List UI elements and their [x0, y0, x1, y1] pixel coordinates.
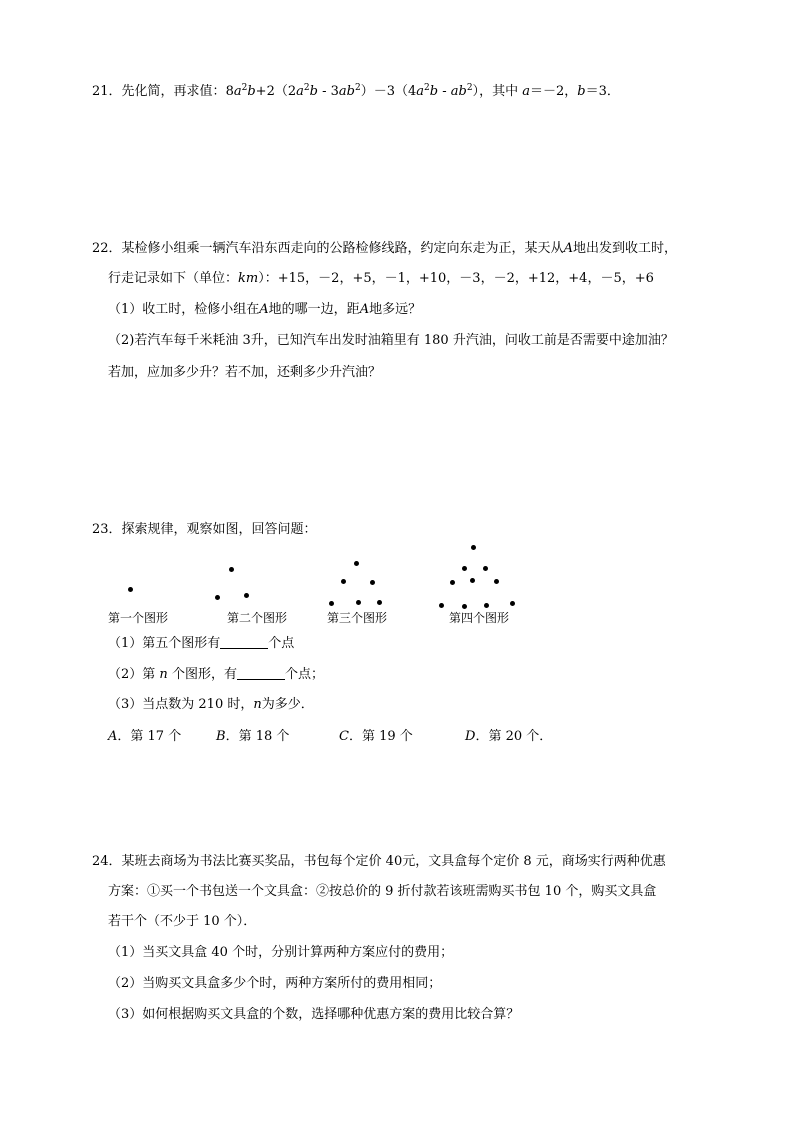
- figure4-dot: [471, 545, 476, 550]
- q23-n: n: [159, 667, 168, 682]
- q24-text-1: 某班去商场为书法比赛买奖品，书包每个定价 40元，文具盒每个定价 8 元，商场实行两种优惠: [121, 854, 666, 869]
- q23-part2c: 个点；: [284, 667, 324, 682]
- q22-part2: （2)若汽车每千米耗油 3升，已知汽车出发时油箱里有 180 升汽油，问收工前是否需要中途加油？: [108, 333, 674, 348]
- choice-letter: C: [339, 729, 349, 744]
- figure4-dot: [462, 604, 467, 609]
- figure2-dot: [244, 593, 249, 598]
- q23-part1a: （1）第五个图形有: [108, 636, 221, 651]
- q24-part3: （3）如何根据购买文具盒的个数，选择哪种优惠方案的费用比较合算？: [108, 1007, 520, 1022]
- choice-text: ．第 19 个: [348, 729, 413, 744]
- q23-part1: [108, 636, 294, 652]
- figure3-dot: [377, 600, 382, 605]
- figure4-dot: [439, 603, 444, 608]
- q22-line1: [92, 241, 677, 257]
- figure4-dot: [470, 578, 475, 583]
- q22-line2: [108, 271, 654, 287]
- figure2-label: 第二个图形: [227, 611, 288, 625]
- q23-line: [92, 522, 317, 538]
- q21-expression: $8a^2b+2(2a^2b - 3ab^2)-3(4a^2b - ab^2)$: [225, 83, 480, 99]
- q24-part2: （2）当购买文具盒多少个时，两种方案所付的费用相同；: [108, 976, 442, 991]
- q23-part1b: 个点: [268, 636, 295, 651]
- figure1-dot: [128, 587, 133, 592]
- q24-line1: [92, 854, 666, 870]
- figure3-dot: [356, 600, 361, 605]
- choice-c[interactable]: [339, 729, 413, 745]
- q22-record: ）：+15，－2，+5，－1，+10，－3，－2，+12，+4，－5，+6: [258, 271, 654, 286]
- figure4-dot: [510, 601, 515, 606]
- q23-part2b: 个图形，有: [171, 667, 237, 682]
- q21-b-value: ＝3．: [585, 84, 620, 99]
- q23-number: 23．: [92, 522, 122, 537]
- q23-part3b: 为多少．: [261, 697, 314, 712]
- q21-lead: 先化简，再求值：: [121, 84, 226, 99]
- choice-a[interactable]: [108, 729, 181, 745]
- choice-d[interactable]: [465, 729, 552, 745]
- q22-text-1b: 地出发到收工时，: [572, 241, 677, 256]
- choice-b[interactable]: [216, 729, 289, 745]
- q22-part1b: 地的哪一边，距: [268, 302, 360, 317]
- q21-number: 21．: [92, 84, 122, 99]
- q23-part3: [108, 697, 314, 713]
- q22-text-1a: 某检修小组乘一辆汽车沿东西走向的公路检修线路，约定向东走为正，某天从: [121, 241, 564, 256]
- figure3-dot: [370, 580, 375, 585]
- choice-letter: B: [216, 729, 226, 744]
- choice-text: ．第 17 个: [117, 729, 182, 744]
- q22-part1: [108, 302, 421, 318]
- q22-part2-cont: 若加，应加多少升？若不加，还剩多少升汽油？: [108, 365, 382, 380]
- figure2-dot: [215, 595, 220, 600]
- figure4-dot: [462, 566, 467, 571]
- q22-number: 22．: [92, 241, 122, 256]
- figure3-dot: [354, 561, 359, 566]
- choice-text: ．第 20 个．: [475, 729, 553, 744]
- q22-unit: km: [238, 271, 259, 286]
- q22-place-b: A: [259, 302, 269, 317]
- q22-place-c: A: [359, 302, 370, 317]
- q23-part2a: （2）第: [108, 667, 156, 682]
- q23-part2: [108, 667, 324, 683]
- choice-text: ．第 18 个: [225, 729, 290, 744]
- figure3-dot: [329, 601, 334, 606]
- figure4-dot: [484, 603, 489, 608]
- q23-n: n: [253, 697, 262, 712]
- answer-blank[interactable]: [237, 667, 285, 680]
- q23-part3a: （3）当点数为 210 时，: [108, 697, 254, 712]
- figure4-dot: [450, 580, 455, 585]
- choice-letter: D: [465, 729, 476, 744]
- q22-part1c: 地多远？: [369, 302, 422, 317]
- q22-place-a: A: [563, 241, 573, 256]
- figure3-label: 第三个图形: [327, 611, 388, 625]
- q24-line3: 若干个（不少于 10 个）．: [108, 914, 257, 929]
- q24-number: 24．: [92, 854, 122, 869]
- q22-text-2a: 行走记录如下（单位：: [108, 271, 239, 286]
- figure1-label: 第一个图形: [108, 611, 169, 625]
- q23-stem: 探索规律，观察如图，回答问题：: [121, 522, 317, 537]
- figure4-label: 第四个图形: [449, 611, 510, 625]
- choice-letter: A: [108, 729, 118, 744]
- figure2-dot: [229, 567, 234, 572]
- answer-blank[interactable]: [220, 636, 268, 649]
- q21-tail: ，其中: [479, 84, 519, 99]
- q24-part1: （1）当买文具盒 40 个时，分别计算两种方案应付的费用；: [108, 945, 454, 960]
- q21-line: 21．先化简，再求值：$8a^2b+2(2a^2b - 3ab^2)-3(4a^2b - ab^2)$，其中 a＝－2，b＝3．: [92, 83, 620, 99]
- q22-part1a: （1）收工时，检修小组在: [108, 302, 260, 317]
- q21-a-value: ＝－2，: [529, 84, 578, 99]
- q24-line2: 方案：①买一个书包送一个文具盒：②按总价的 9 折付款若该班需购买书包 10 个，购买文具盒: [108, 884, 657, 899]
- figure4-dot: [483, 566, 488, 571]
- figure3-dot: [341, 579, 346, 584]
- figure4-dot: [494, 579, 499, 584]
